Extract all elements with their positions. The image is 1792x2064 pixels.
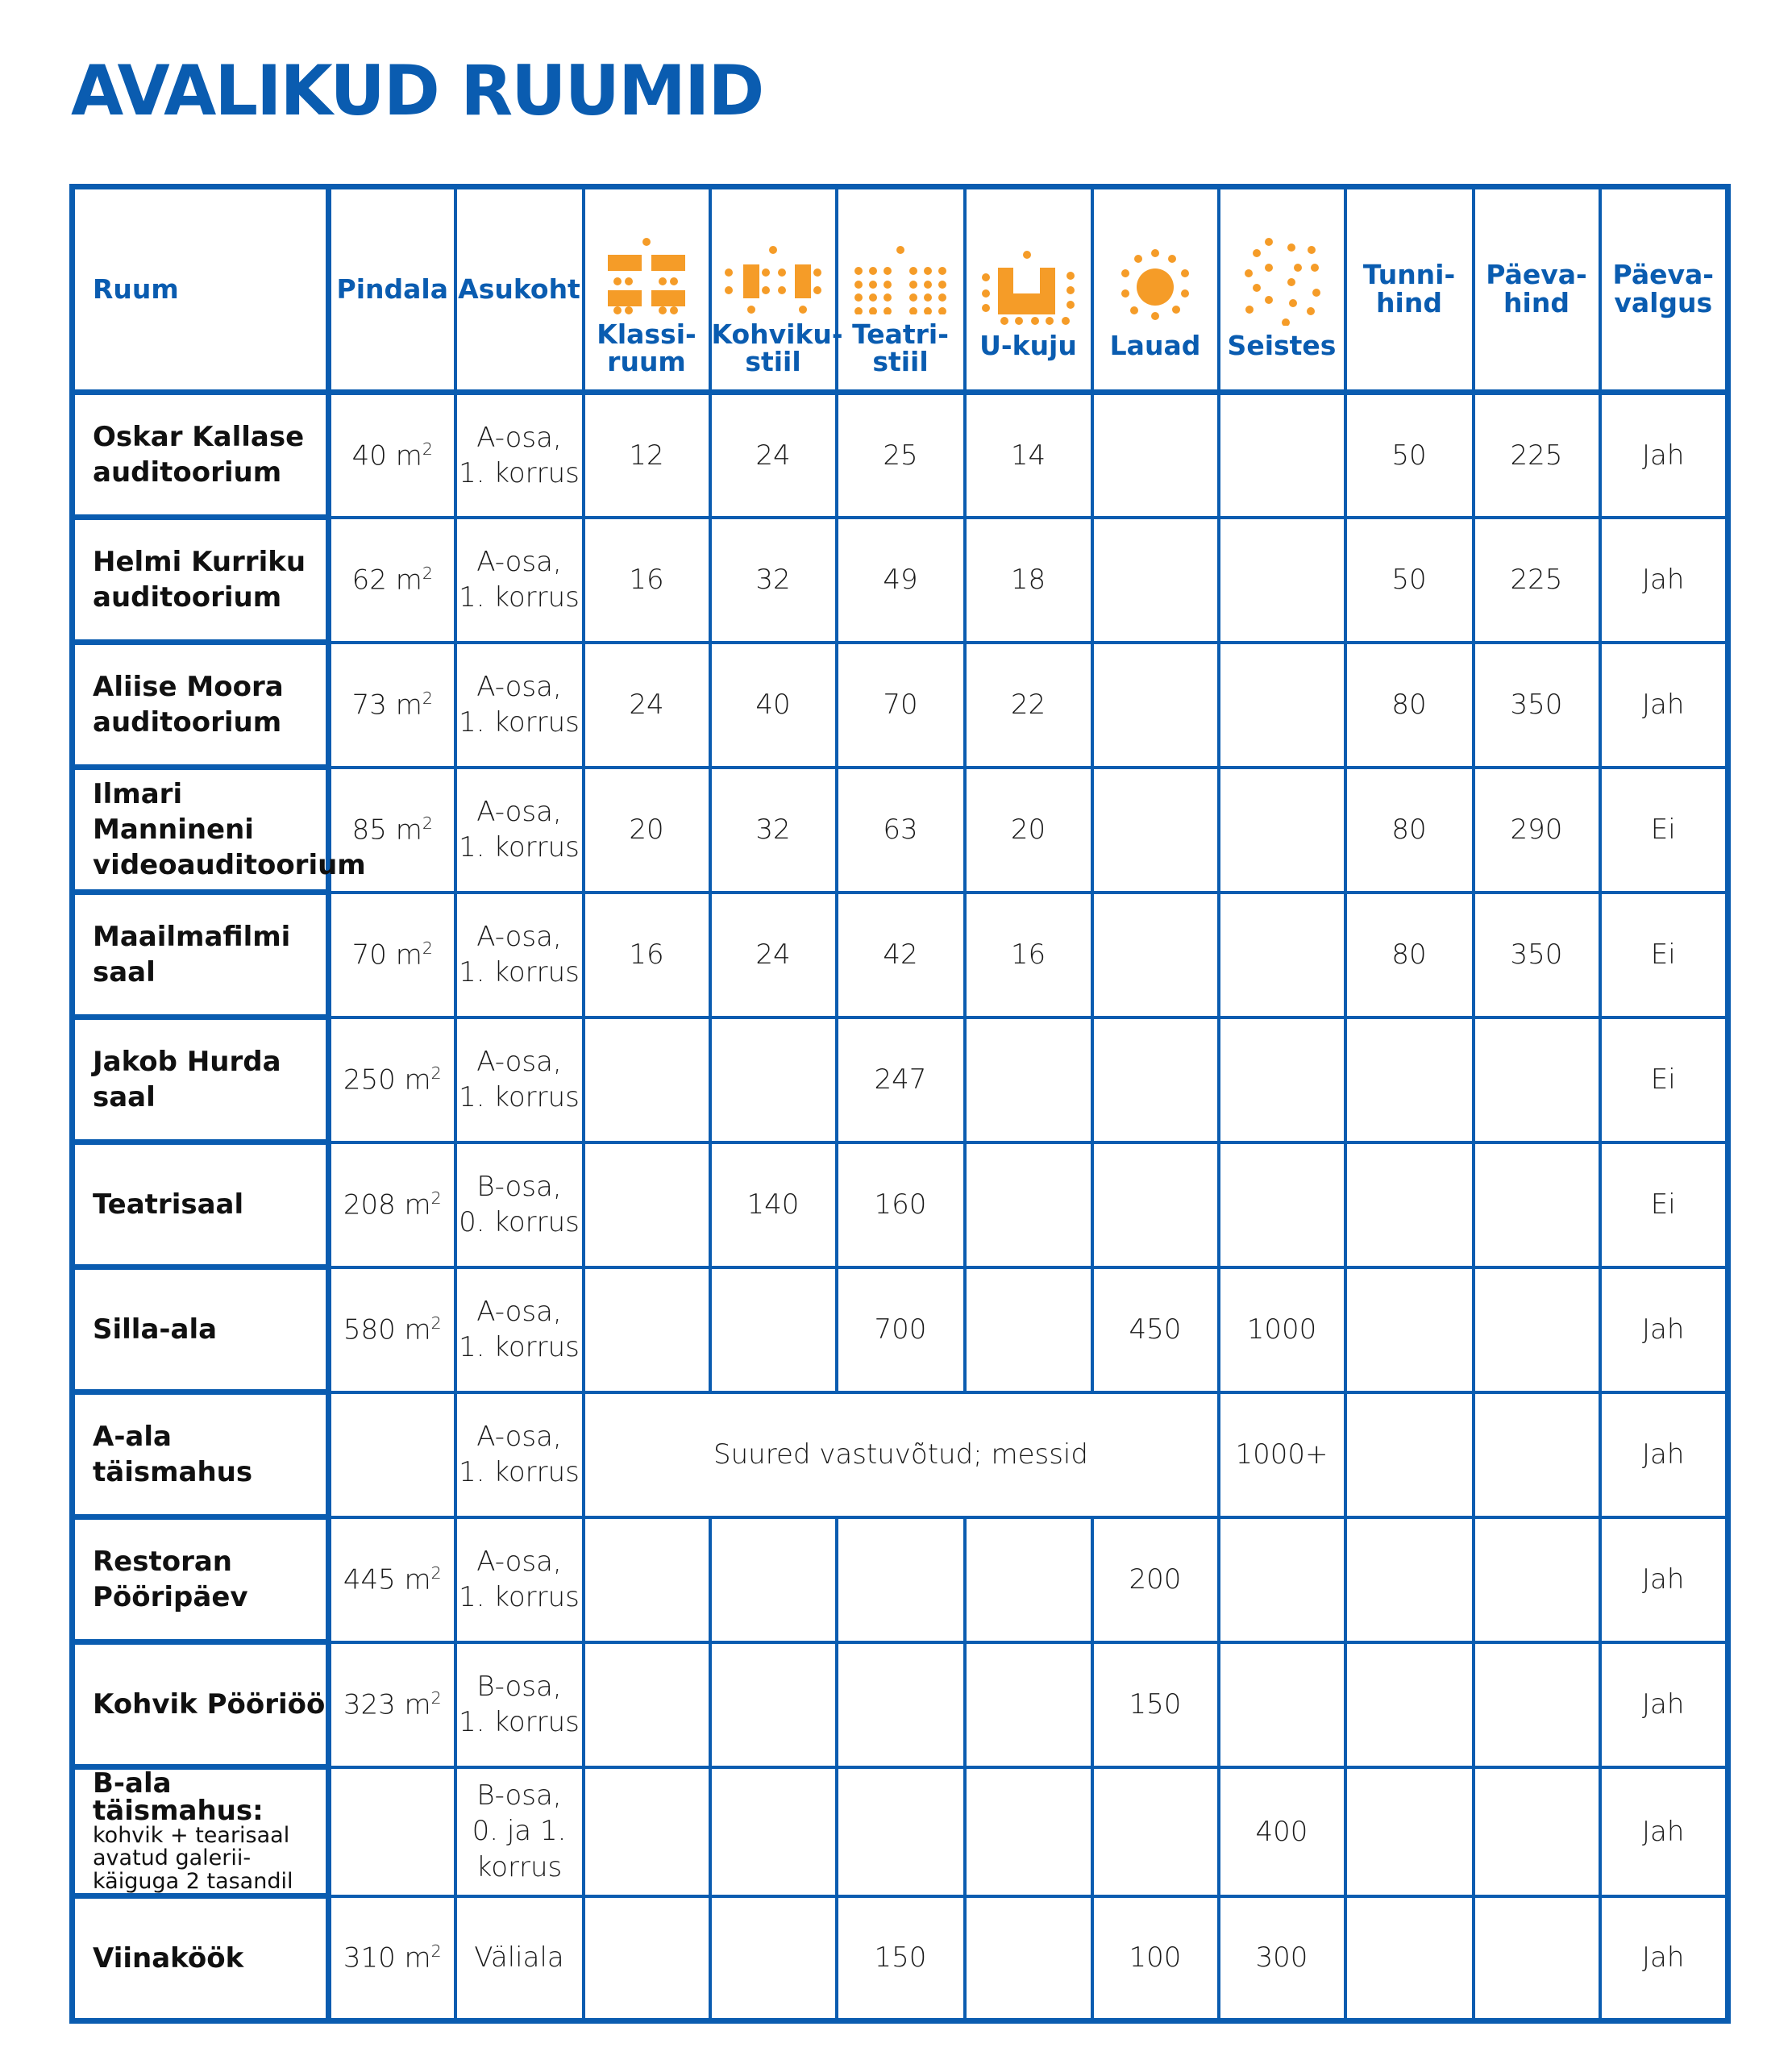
- room-name-line2: saal: [93, 1081, 156, 1113]
- location-line2: 1. korrus: [459, 1331, 580, 1363]
- cafe-cell: [710, 1642, 837, 1767]
- classroom-cell: [584, 1767, 710, 1896]
- hour-price-cell: 80: [1345, 643, 1474, 768]
- ushape-cell: [965, 1767, 1092, 1896]
- header-standing: [1219, 187, 1345, 393]
- standing-cell: 300: [1219, 1896, 1345, 2021]
- header-daylight-line1: Päeva-: [1612, 259, 1714, 291]
- area-value: 70 m: [351, 938, 422, 972]
- table-row: [73, 1267, 1728, 1392]
- daylight-cell: Jah: [1600, 1896, 1728, 2021]
- daylight-cell: Ei: [1600, 893, 1728, 1017]
- tables-cell: [1092, 768, 1219, 893]
- room-name-line2: saal: [93, 956, 156, 988]
- tables-cell: 450: [1092, 1267, 1219, 1392]
- tables-cell: [1092, 393, 1219, 518]
- standing-cell: [1219, 768, 1345, 893]
- location-line2: 0. ja 1.: [472, 1815, 567, 1848]
- table-row: [73, 518, 1728, 643]
- location-line1: B-osa,: [476, 1170, 562, 1203]
- theatre-cell: 700: [837, 1267, 965, 1392]
- ushape-cell: [965, 1142, 1092, 1267]
- area-cell: [329, 1267, 455, 1392]
- classroom-cell: [584, 1896, 710, 2021]
- daylight-cell: Jah: [1600, 518, 1728, 643]
- theatre-cell: 49: [837, 518, 965, 643]
- location-line2: 1. korrus: [459, 1081, 580, 1113]
- hour-price-cell: [1345, 1392, 1474, 1517]
- location-line1: A-osa,: [476, 545, 562, 578]
- table-row: [73, 393, 1728, 518]
- cafe-cell: 32: [710, 518, 837, 643]
- table-row: [73, 1517, 1728, 1642]
- header-hour-price-line1: Tunni-: [1362, 259, 1456, 291]
- header-area: Pindala: [329, 187, 455, 393]
- location-line3: korrus: [476, 1850, 563, 1883]
- header-cafe: [710, 187, 843, 393]
- area-value: 73 m: [351, 689, 422, 722]
- room-name-line1: Maailmafilmi: [93, 920, 291, 953]
- location-cell: [455, 1142, 584, 1267]
- cafe-cell: [710, 1267, 837, 1392]
- header-cafe-line1: Kohviku-: [711, 318, 843, 350]
- location-line1: A-osa,: [476, 1420, 562, 1453]
- table-row-b-ala: [73, 1767, 1728, 1896]
- classroom-cell: [584, 1017, 710, 1142]
- header-classroom-line2: ruum: [607, 346, 686, 378]
- table-row-a-ala: [73, 1392, 1728, 1517]
- room-name-line1: B-ala täismahus:: [93, 1767, 264, 1827]
- area-unit-sup: 2: [430, 1188, 442, 1208]
- day-price-cell: 225: [1474, 393, 1600, 518]
- location-cell: [455, 1767, 584, 1896]
- day-price-cell: [1474, 1517, 1600, 1642]
- room-name-line2: auditoorium: [93, 706, 282, 739]
- header-classroom: [584, 187, 710, 393]
- standing-cell: [1219, 393, 1345, 518]
- location-line2: 1. korrus: [459, 456, 580, 489]
- classroom-cell: [584, 1517, 710, 1642]
- area-cell: [329, 1642, 455, 1767]
- header-location: Asukoht: [455, 187, 584, 393]
- day-price-cell: [1474, 1767, 1600, 1896]
- tables-cell: [1092, 1142, 1219, 1267]
- location-cell: [455, 1642, 584, 1767]
- day-price-cell: [1474, 1642, 1600, 1767]
- cafe-cell: 40: [710, 643, 837, 768]
- area-cell: [329, 393, 455, 518]
- header-cafe-line2: stiil: [745, 346, 801, 378]
- daylight-cell: Jah: [1600, 1267, 1728, 1392]
- area-cell: [329, 1392, 455, 1517]
- area-value: 85 m: [351, 814, 422, 847]
- daylight-cell: Jah: [1600, 393, 1728, 518]
- daylight-cell: Jah: [1600, 643, 1728, 768]
- location-line1: A-osa,: [476, 795, 562, 828]
- location-line2: 1. korrus: [459, 1456, 580, 1488]
- area-cell: [329, 518, 455, 643]
- room-name-line1: Oskar Kallase: [93, 420, 305, 453]
- header-theatre-line2: stiil: [872, 346, 929, 378]
- area-value: 208 m: [343, 1188, 431, 1221]
- location-line1: A-osa,: [476, 670, 562, 703]
- location-cell: [455, 643, 584, 768]
- location-line2: 1. korrus: [459, 1581, 580, 1613]
- location-cell: [455, 1517, 584, 1642]
- u-shape-layout-icon: [980, 248, 1077, 326]
- header-row: [73, 187, 1728, 393]
- room-name: [73, 1392, 329, 1517]
- header-hour-price: [1345, 187, 1474, 393]
- standing-cell: [1219, 1017, 1345, 1142]
- location-line2: 1. korrus: [459, 1706, 580, 1738]
- theatre-cell: 42: [837, 893, 965, 1017]
- day-price-cell: 350: [1474, 893, 1600, 1017]
- location-line1: B-osa,: [476, 1670, 562, 1703]
- classroom-cell: [584, 1142, 710, 1267]
- rows-group-2: [73, 1517, 1728, 1767]
- table-row-viinakook: [73, 1896, 1728, 2021]
- room-desc-line2: avatud galerii-: [93, 1846, 252, 1871]
- room-name-line1: Restoran: [93, 1545, 233, 1578]
- room-desc-line3: käiguga 2 tasandil: [93, 1868, 293, 1894]
- area-cell: [329, 1517, 455, 1642]
- hour-price-cell: [1345, 1267, 1474, 1392]
- location-line1: A-osa,: [476, 421, 562, 454]
- theatre-cell: [837, 1642, 965, 1767]
- classroom-layout-icon: [605, 237, 688, 314]
- daylight-cell: Jah: [1600, 1517, 1728, 1642]
- theatre-cell: [837, 1517, 965, 1642]
- location-line2: 1. korrus: [459, 831, 580, 863]
- header-day-price: [1474, 187, 1600, 393]
- classroom-cell: 16: [584, 518, 710, 643]
- table-row: [73, 1642, 1728, 1767]
- room-name-line2: videoauditoorium: [93, 849, 366, 882]
- daylight-cell: Jah: [1600, 1392, 1728, 1517]
- cafe-cell: 140: [710, 1142, 837, 1267]
- daylight-cell: Jah: [1600, 1642, 1728, 1767]
- header-day-price-line1: Päeva-: [1486, 259, 1587, 291]
- page-title: AVALIKUD RUUMID: [71, 51, 763, 131]
- location-line1: A-osa,: [476, 1045, 562, 1078]
- cafe-cell: 24: [710, 893, 837, 1017]
- standing-cell: 1000+: [1219, 1392, 1345, 1517]
- tables-cell: [1092, 518, 1219, 643]
- room-name-line1: Ilmari Mannineni: [93, 777, 254, 846]
- room-name: [73, 1142, 329, 1267]
- header-classroom-line1: Klassi-: [597, 318, 696, 350]
- day-price-cell: [1474, 1142, 1600, 1267]
- area-unit-sup: 2: [430, 1941, 442, 1962]
- standing-cell: 1000: [1219, 1267, 1345, 1392]
- theatre-cell: 160: [837, 1142, 965, 1267]
- classroom-cell: [584, 1642, 710, 1767]
- header-daylight-line2: valgus: [1614, 287, 1713, 318]
- daylight-cell: Ei: [1600, 768, 1728, 893]
- ushape-cell: [965, 1017, 1092, 1142]
- room-name-line1: Kohvik Pööriöö: [93, 1687, 326, 1721]
- area-unit-sup: 2: [422, 938, 433, 958]
- location-line2: 1. korrus: [459, 956, 580, 988]
- classroom-cell: 24: [584, 643, 710, 768]
- merged-event-note: Suured vastuvõtud; messid: [584, 1392, 1219, 1517]
- room-name-line1: Jakob Hurda: [93, 1045, 281, 1078]
- area-unit-sup: 2: [422, 688, 433, 708]
- area-value: 580 m: [343, 1313, 431, 1346]
- location-cell: [455, 768, 584, 893]
- tables-cell: [1092, 643, 1219, 768]
- table-row: [73, 1142, 1728, 1267]
- standing-cell: [1219, 518, 1345, 643]
- hour-price-cell: [1345, 1642, 1474, 1767]
- standing-cell: [1219, 1142, 1345, 1267]
- area-unit-sup: 2: [430, 1687, 442, 1708]
- header-daylight: [1600, 187, 1728, 393]
- standing-cell: [1219, 643, 1345, 768]
- room-name-line2: täismahus: [93, 1456, 253, 1488]
- rooms-table: [69, 184, 1731, 2024]
- hour-price-cell: 80: [1345, 768, 1474, 893]
- classroom-cell: [584, 1267, 710, 1392]
- standing-cell: [1219, 1517, 1345, 1642]
- location-cell: [455, 893, 584, 1017]
- cafe-cell: [710, 1017, 837, 1142]
- room-name: Viinaköök: [73, 1896, 329, 2021]
- hour-price-cell: 80: [1345, 893, 1474, 1017]
- area-value: 323 m: [343, 1688, 431, 1721]
- theatre-cell: 63: [837, 768, 965, 893]
- standing-cell: [1219, 893, 1345, 1017]
- table-row: [73, 643, 1728, 768]
- cafe-layout-icon: [721, 237, 825, 314]
- area-cell: [329, 1896, 455, 2021]
- ushape-cell: 14: [965, 393, 1092, 518]
- table-row: [73, 1017, 1728, 1142]
- location-cell: [455, 393, 584, 518]
- room-name-line2: Pööripäev: [93, 1581, 248, 1613]
- tables-cell: [1092, 1767, 1219, 1896]
- area-cell: [329, 1142, 455, 1267]
- header-room: Ruum: [73, 187, 329, 393]
- room-name: [73, 518, 329, 643]
- location-cell: [455, 518, 584, 643]
- ushape-cell: 18: [965, 518, 1092, 643]
- table-row: [73, 893, 1728, 1017]
- room-name-line1: Aliise Moora: [93, 670, 284, 703]
- location-cell: Väliala: [455, 1896, 584, 2021]
- room-name: [73, 393, 329, 518]
- room-name-line1: Silla-ala: [93, 1313, 218, 1346]
- room-name-line2: auditoorium: [93, 581, 282, 614]
- header-theatre: [837, 187, 965, 393]
- cafe-cell: 24: [710, 393, 837, 518]
- theatre-cell: 25: [837, 393, 965, 518]
- room-name: [73, 643, 329, 768]
- area-value: 250 m: [343, 1063, 431, 1096]
- tables-cell: [1092, 893, 1219, 1017]
- room-name-line2: auditoorium: [93, 456, 282, 489]
- area-unit-sup: 2: [430, 1063, 442, 1083]
- area-unit-sup: 2: [422, 813, 433, 833]
- header-tables: [1092, 187, 1219, 393]
- area-value: 445 m: [343, 1563, 431, 1596]
- area-unit-sup: 2: [422, 439, 433, 459]
- standing-layout-icon: [1241, 237, 1322, 326]
- hour-price-cell: 50: [1345, 393, 1474, 518]
- area-cell: [329, 893, 455, 1017]
- room-name: [73, 1767, 329, 1896]
- hour-price-cell: [1345, 1517, 1474, 1642]
- round-tables-layout-icon: [1116, 248, 1194, 326]
- tables-cell: [1092, 1017, 1219, 1142]
- daylight-cell: Ei: [1600, 1142, 1728, 1267]
- hour-price-cell: 50: [1345, 518, 1474, 643]
- standing-cell: 400: [1219, 1767, 1345, 1896]
- area-value: 40 m: [351, 439, 422, 472]
- theatre-layout-icon: [852, 237, 949, 314]
- area-value: 62 m: [351, 564, 422, 597]
- area-cell: [329, 643, 455, 768]
- cafe-cell: 32: [710, 768, 837, 893]
- cafe-cell: [710, 1896, 837, 2021]
- room-name: [73, 768, 366, 893]
- location-line2: 1. korrus: [459, 581, 580, 614]
- cafe-cell: [710, 1767, 837, 1896]
- header-ushape-label: U-kuju: [979, 330, 1077, 362]
- header-theatre-line1: Teatri-: [852, 318, 949, 350]
- tables-cell: 200: [1092, 1517, 1219, 1642]
- room-name: [73, 1642, 329, 1767]
- ushape-cell: [965, 1517, 1092, 1642]
- header-tables-label: Lauad: [1109, 330, 1201, 362]
- room-name: [73, 1517, 329, 1642]
- ushape-cell: 20: [965, 768, 1092, 893]
- day-price-cell: 350: [1474, 643, 1600, 768]
- theatre-cell: 247: [837, 1017, 965, 1142]
- ushape-cell: 16: [965, 893, 1092, 1017]
- header-hour-price-line2: hind: [1376, 287, 1442, 318]
- classroom-cell: 20: [584, 768, 710, 893]
- day-price-cell: [1474, 1017, 1600, 1142]
- cafe-cell: [710, 1517, 837, 1642]
- header-ushape: [965, 187, 1092, 393]
- ushape-cell: [965, 1642, 1092, 1767]
- classroom-cell: 12: [584, 393, 710, 518]
- hour-price-cell: [1345, 1017, 1474, 1142]
- ushape-cell: 22: [965, 643, 1092, 768]
- daylight-cell: Jah: [1600, 1767, 1728, 1896]
- hour-price-cell: [1345, 1767, 1474, 1896]
- header-standing-label: Seistes: [1227, 330, 1337, 362]
- area-unit-sup: 2: [430, 1563, 442, 1583]
- room-desc-line1: kohvik + tearisaal: [93, 1823, 290, 1848]
- location-cell: [455, 1267, 584, 1392]
- hour-price-cell: [1345, 1896, 1474, 2021]
- day-price-cell: [1474, 1267, 1600, 1392]
- room-name-line1: A-ala: [93, 1420, 172, 1453]
- daylight-cell: Ei: [1600, 1017, 1728, 1142]
- theatre-cell: 150: [837, 1896, 965, 2021]
- location-line1: A-osa,: [476, 920, 562, 953]
- location-line1: A-osa,: [476, 1295, 562, 1328]
- area-value: 310 m: [343, 1941, 431, 1975]
- room-name-line1: Teatrisaal: [93, 1188, 244, 1221]
- hour-price-cell: [1345, 1142, 1474, 1267]
- day-price-cell: 290: [1474, 768, 1600, 893]
- table-row: [73, 768, 1728, 893]
- location-cell: [455, 1392, 584, 1517]
- theatre-cell: 70: [837, 643, 965, 768]
- day-price-cell: 225: [1474, 518, 1600, 643]
- tables-cell: 150: [1092, 1642, 1219, 1767]
- location-line2: 0. korrus: [459, 1206, 580, 1238]
- theatre-cell: [837, 1767, 965, 1896]
- area-unit-sup: 2: [422, 563, 433, 583]
- location-line1: A-osa,: [476, 1545, 562, 1578]
- location-line2: 1. korrus: [459, 706, 580, 739]
- area-cell: [329, 1017, 455, 1142]
- area-unit-sup: 2: [430, 1313, 442, 1333]
- location-line1: B-osa,: [476, 1779, 562, 1812]
- header-day-price-line2: hind: [1503, 287, 1570, 318]
- room-name: [73, 1017, 329, 1142]
- location-cell: [455, 1017, 584, 1142]
- room-name: [73, 1267, 329, 1392]
- area-cell: [329, 1767, 455, 1896]
- day-price-cell: [1474, 1392, 1600, 1517]
- ushape-cell: [965, 1267, 1092, 1392]
- tables-cell: 100: [1092, 1896, 1219, 2021]
- rows-group-1: [73, 393, 1728, 1392]
- classroom-cell: 16: [584, 893, 710, 1017]
- standing-cell: [1219, 1642, 1345, 1767]
- ushape-cell: [965, 1896, 1092, 2021]
- room-name: [73, 893, 329, 1017]
- day-price-cell: [1474, 1896, 1600, 2021]
- room-name-line1: Helmi Kurriku: [93, 545, 306, 578]
